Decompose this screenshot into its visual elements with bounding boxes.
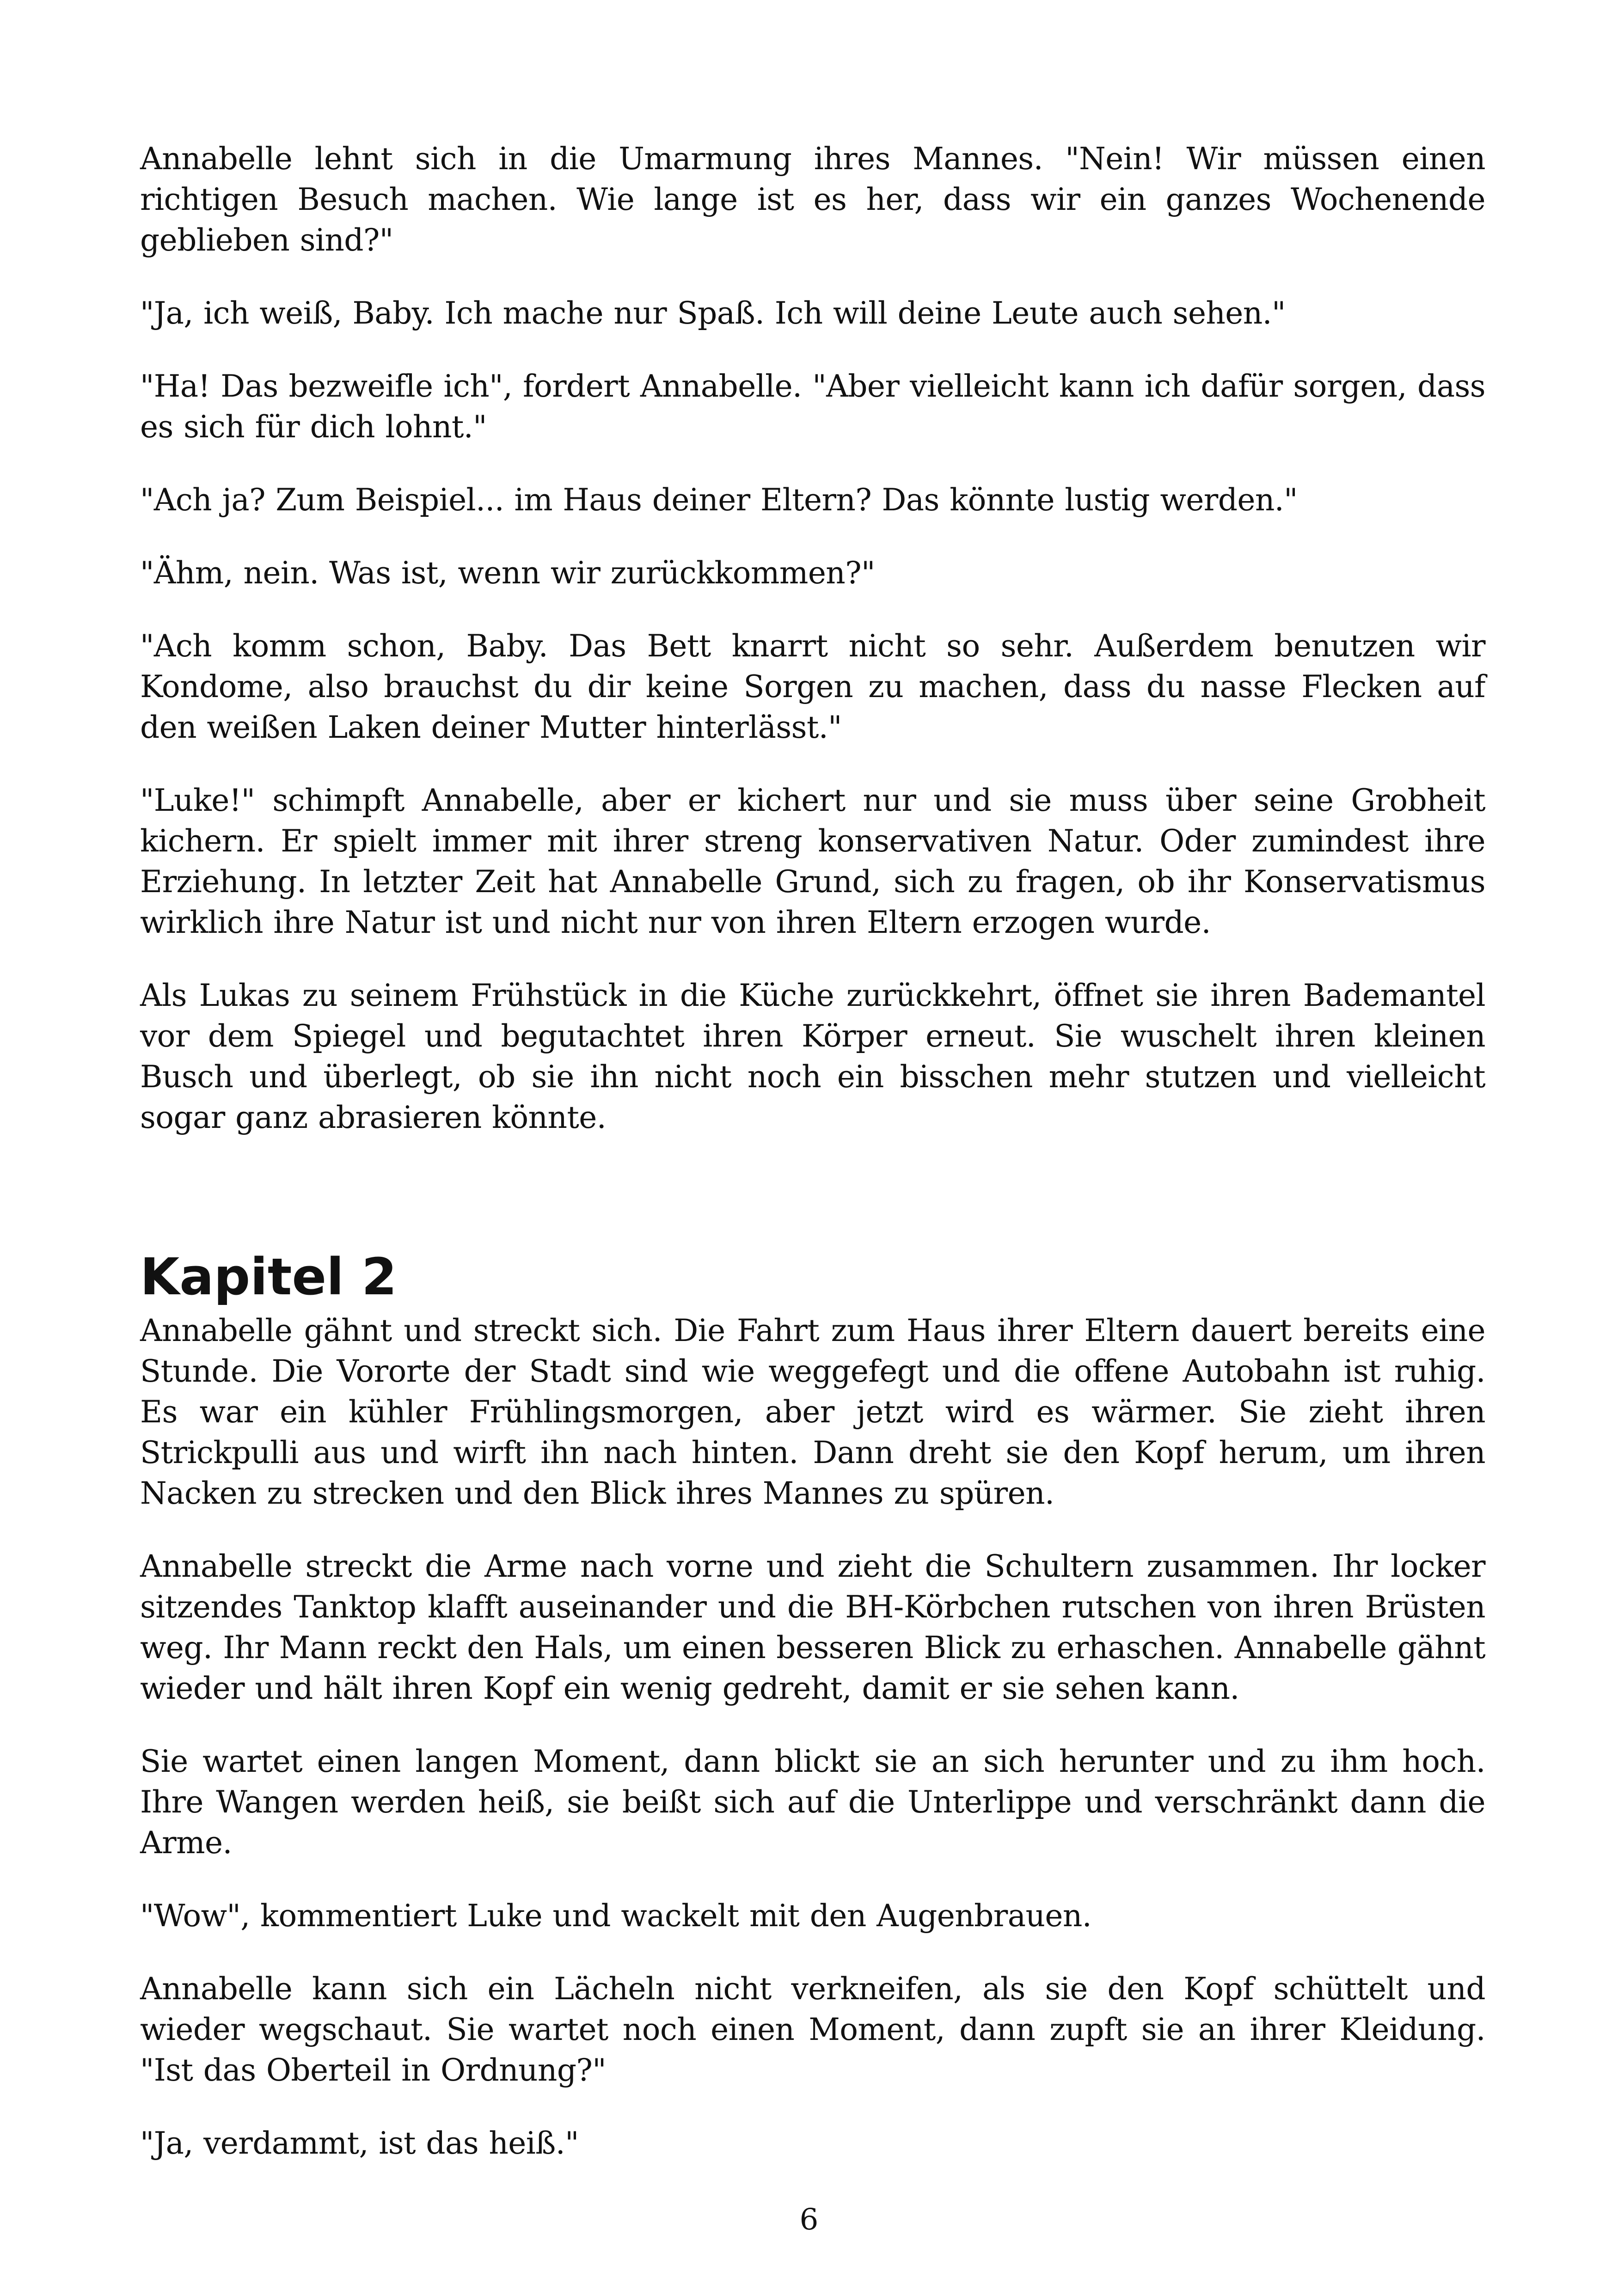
paragraph: "Ja, ich weiß, Baby. Ich mache nur Spaß. Ich will deine Leute auch sehen." xyxy=(140,295,1286,331)
paragraph: "Ach ja? Zum Beispiel... im Haus deiner Eltern? Das könnte lustig werden." xyxy=(140,482,1298,518)
paragraph: Annabelle gähnt und streckt sich. Die Fahrt zum Haus ihrer Eltern dauert bereits eine Stunde. Die Vororte der Stadt sind wie weggefegt und die offene Autobahn ist ruhig. Es war ein kühler Frühlingsmorgen, aber jetzt wird es wärmer. Sie zieht ihren Strickpulli aus und wirft ihn nach hinten. Dann dreht sie den Kopf herum, um ihren Nacken zu strecken und den Blick ihres Mannes zu spüren. xyxy=(140,1313,1485,1511)
chapter-heading: Kapitel 2 xyxy=(140,1247,397,1306)
document-page xyxy=(140,139,1485,2196)
paragraph: Annabelle kann sich ein Lächeln nicht verkneifen, als sie den Kopf schüttelt und wieder wegschaut. Sie wartet noch einen Moment, dann zupft sie an ihrer Kleidung. "Ist das Oberteil in Ordnung?" xyxy=(140,1971,1485,2088)
page-number: 6 xyxy=(799,2203,819,2237)
paragraph: "Ja, verdammt, ist das heiß." xyxy=(140,2125,579,2161)
paragraph: "Ach komm schon, Baby. Das Bett knarrt nicht so sehr. Außerdem benutzen wir Kondome, also brauchst du dir keine Sorgen zu machen, dass du nasse Flecken auf den weißen Laken deiner Mutter hinterlässt." xyxy=(140,628,1485,745)
paragraph: Annabelle lehnt sich in die Umarmung ihres Mannes. "Nein! Wir müssen einen richtigen Besuch machen. Wie lange ist es her, dass wir ein ganzes Wochenende geblieben sind?" xyxy=(140,141,1485,258)
paragraph: Sie wartet einen langen Moment, dann blickt sie an sich herunter und zu ihm hoch. Ihre Wangen werden heiß, sie beißt sich auf die Unterlippe und verschränkt dann die Arme. xyxy=(140,1744,1485,1861)
paragraph: "Luke!" schimpft Annabelle, aber er kichert nur und sie muss über seine Grobheit kichern. Er spielt immer mit ihrer streng konservativen Natur. Oder zumindest ihre Erziehung. In letzter Zeit hat Annabelle Grund, sich zu fragen, ob ihr Konservatismus wirklich ihre Natur ist und nicht nur von ihren Eltern erzogen wurde. xyxy=(140,783,1485,940)
paragraph: "Wow", kommentiert Luke und wackelt mit den Augenbrauen. xyxy=(140,1898,1092,1934)
paragraph: "Ähm, nein. Was ist, wenn wir zurückkommen?" xyxy=(140,555,875,591)
paragraph: Annabelle streckt die Arme nach vorne und zieht die Schultern zusammen. Ihr locker sitzendes Tanktop klafft auseinander und die BH-Körbchen rutschen von ihren Brüsten weg. Ihr Mann reckt den Hals, um einen besseren Blick zu erhaschen. Annabelle gähnt wieder und hält ihren Kopf ein wenig gedreht, damit er sie sehen kann. xyxy=(140,1549,1485,1706)
paragraph: Als Lukas zu seinem Frühstück in die Küche zurückkehrt, öffnet sie ihren Bademantel vor dem Spiegel und begutachtet ihren Körper erneut. Sie wuschelt ihren kleinen Busch und überlegt, ob sie ihn nicht noch ein bisschen mehr stutzen und vielleicht sogar ganz abrasieren könnte. xyxy=(140,978,1485,1135)
paragraph: "Ha! Das bezweifle ich", fordert Annabelle. "Aber vielleicht kann ich dafür sorgen, dass es sich für dich lohnt." xyxy=(140,368,1485,445)
